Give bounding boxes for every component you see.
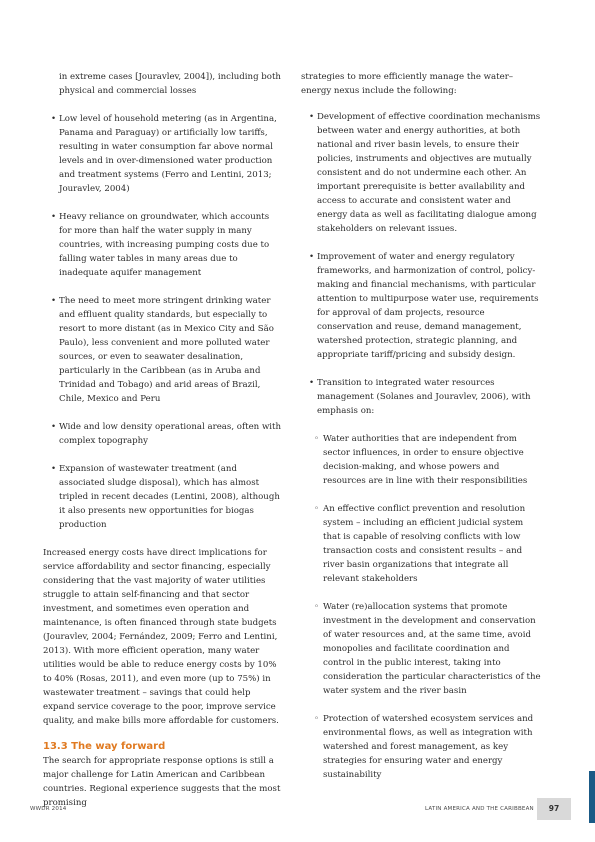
continued-bullet-text: in extreme cases [Jouravlev, 2004]), including both physical and commercial losses [59,72,281,96]
strategies-intro: strategies to more efficiently manage the water–energy nexus include the following: [301,72,514,96]
footer-report-title: WWDR 2014 [30,806,67,812]
bullet-quality-standards: • The need to meet more stringent drinking water and effluent quality standards, but especially to resort to more distant (as in Mexico City and São Paulo), less convenient and more polluted water sources, or even to seawater desalination, particularly in the Caribbean (as in Aruba and Trinidad and Tobago) and arid areas of Brazil, Chile, Mexico and Peru [45,294,283,406]
bullet-iwrm-transition: • Transition to integrated water resources management (Solanes and Jouravlev, 2006), with emphasis on: [303,376,541,418]
page-number: 97 [537,798,571,820]
bullet-operational-areas: • Wide and low density operational areas, often with complex topography [45,420,283,448]
chapter-edge-tab [589,771,595,823]
bullet-groundwater-reliance: • Heavy reliance on groundwater, which accounts for more than half the water supply in many countries, with increasing pumping costs due to falling water tables in many areas due to inadequate aquifer management [45,210,283,280]
bullet-household-metering: • Low level of household metering (as in Argentina, Panama and Paraguay) or artificially low tariffs, resulting in water consumption far above normal levels and in over-dimensioned water production and treatment systems (Ferro and Lentini, 2013; Jouravlev, 2004) [45,112,283,196]
sub-bullet-watershed-protection: ◦ Protection of watershed ecosystem services and environmental flows, as well as integration with watershed and forest management, as key strategies for ensuring water and energy sustainability [301,712,541,782]
right-column [301,70,541,796]
sub-bullet-water-reallocation: ◦ Water (re)allocation systems that promote investment in the development and conservation of water resources and, at the same time, avoid monopolies and facilitate coordination and control in the public interest, taking into consideration the particular characteristics of the water system and the river basin [301,600,541,698]
footer-chapter-title: LATIN AMERICA AND THE CARIBBEAN [425,806,534,812]
section-heading: 13.3 The way forward [43,741,166,752]
bullet-regulatory-frameworks: • Improvement of water and energy regulatory frameworks, and harmonization of control, policy-making and financial mechanisms, with particular attention to multipurpose water use, requirements for approval of dam projects, resource conservation and reuse, demand management, watershed protection, strategic planning, and appropriate tariff/pricing and subsidy design. [303,250,541,362]
section-paragraph: The search for appropriate response options is still a major challenge for Latin American and Caribbean countries. Regional experience suggests that the most promising [43,756,281,808]
sub-bullet-conflict-resolution: ◦ An effective conflict prevention and resolution system – including an efficient judicial system that is capable of resolving conflicts with low transaction costs and consistent results – and river basin organizations that integrate all relevant stakeholders [301,502,541,586]
sub-bullet-water-authorities: ◦ Water authorities that are independent from sector influences, in order to ensure objective decision-making, and whose powers and resources are in line with their responsibilities [301,432,541,488]
bullet-wastewater-expansion: • Expansion of wastewater treatment (and associated sludge disposal), which has almost tripled in recent decades (Lentini, 2008), although it also presents new opportunities for biogas production [45,462,283,532]
bullet-coordination-mechanisms: • Development of effective coordination mechanisms between water and energy authorities, at both national and river basin levels, to ensure their policies, instruments and objectives are mutually consistent and do not undermine each other. An important prerequisite is better availability and access to accurate and consistent water and energy data as well as facilitating dialogue among stakeholders on relevant issues. [303,110,541,236]
energy-costs-paragraph: Increased energy costs have direct implications for service affordability and sector financing, especially considering that the vast majority of water utilities struggle to attain self-financing and that sector investment, and sometimes even operation and maintenance, is often financed through state budgets (Jouravlev, 2004; Fernández, 2009; Ferro and Lentini, 2013). With more efficient operation, many water utilities would be able to reduce energy costs by 10% to 40% (Rosas, 2011), and even more (up to 75%) in wastewater treatment – savings that could help expand service coverage to the poor, improve service quality, and make bills more affordable for customers. [43,548,279,726]
left-column [43,70,283,822]
